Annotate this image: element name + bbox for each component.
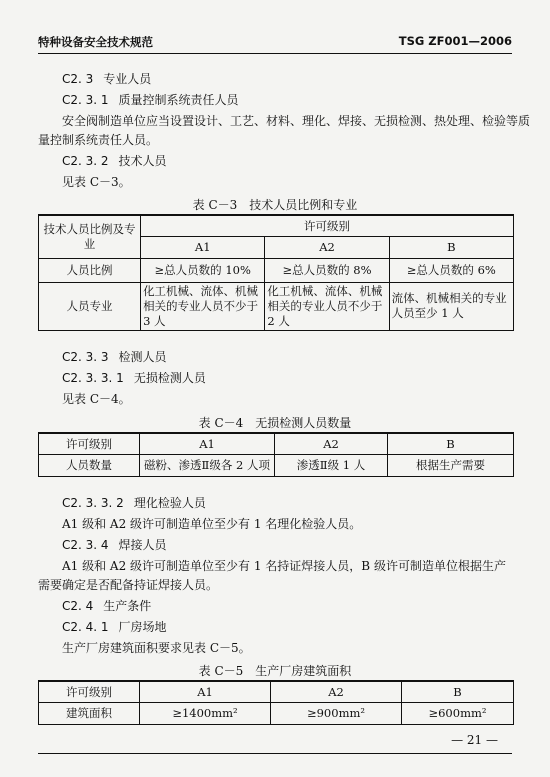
table-header-cell: 许可级别 [39, 681, 140, 702]
table-header-cell: A1 [140, 681, 271, 702]
section-number: C2. 3. 3. 1 [62, 371, 124, 385]
paragraph: 见表 C－3。 [62, 175, 131, 189]
table-c3-caption: 表 C－3 技术人员比例和专业 [192, 198, 358, 212]
paragraph-line: A1 级和 A2 级许可制造单位至少有 1 名持证焊接人员，B 级许可制造单位根据生产 [62, 559, 506, 573]
section-title: 理化检验人员 [133, 496, 206, 510]
table-cell: 渗透Ⅱ级 1 人 [275, 454, 388, 476]
page-number: — 21 — [451, 733, 498, 747]
table-row [39, 454, 514, 476]
row-label: 人员比例 [39, 258, 141, 282]
section-c2-3 [62, 70, 151, 87]
paragraph: A1 级和 A2 级许可制造单位至少有 1 名理化检验人员。 [62, 517, 362, 531]
section-c2-4-1 [62, 618, 167, 635]
section-c2-3-3-2 [62, 494, 206, 511]
section-c2-4 [62, 597, 151, 614]
table-c3-level: A1 [141, 236, 265, 258]
header-title: 特种设备安全技术规范 [38, 35, 153, 49]
section-c2-3-3-1 [62, 369, 206, 386]
row-label: 人员专业 [39, 282, 141, 330]
section-number: C2. 3. 4 [62, 538, 109, 552]
header-standard-code: TSG ZF001—2006 [398, 34, 512, 48]
table-c3-corner-header: 技术人员比例及专业 [39, 215, 141, 258]
section-c2-3-1 [62, 91, 239, 108]
table-row [39, 258, 514, 282]
section-number: C2. 4 [62, 599, 94, 613]
paragraph-line: 需要确定是否配备持证焊接人员。 [38, 578, 219, 592]
table-row [39, 282, 514, 330]
section-number: C2. 3. 2 [62, 154, 109, 168]
table-header-cell: A1 [140, 433, 275, 454]
table-c5 [38, 680, 514, 725]
section-c2-3-2 [62, 152, 167, 169]
table-c3-level: B [389, 236, 513, 258]
table-c3 [38, 214, 514, 331]
table-cell: 根据生产需要 [388, 454, 514, 476]
row-label: 建筑面积 [39, 702, 140, 724]
table-cell: ≥600mm² [402, 702, 514, 724]
table-c3-level: A2 [265, 236, 389, 258]
section-title: 厂房场地 [118, 620, 167, 634]
section-c2-3-4 [62, 536, 167, 553]
section-number: C2. 3. 3. 2 [62, 496, 124, 510]
table-cell: ≥900mm² [271, 702, 402, 724]
section-title: 技术人员 [118, 154, 167, 168]
row-label: 人员数量 [39, 454, 140, 476]
table-cell: ≥总人员数的 8% [265, 258, 389, 282]
paragraph: 生产厂房建筑面积要求见表 C－5。 [62, 641, 251, 655]
table-cell: ≥总人员数的 6% [389, 258, 513, 282]
table-c4-caption: 表 C－4 无损检测人员数量 [198, 416, 352, 430]
section-c2-3-3 [62, 348, 167, 365]
table-cell: ≥总人员数的 10% [141, 258, 265, 282]
section-number: C2. 4. 1 [62, 620, 109, 634]
paragraph-line: 安全阀制造单位应当设置设计、工艺、材料、理化、焊接、无损检测、热处理、检验等质 [62, 114, 531, 128]
table-cell: 磁粉、渗透Ⅱ级各 2 人项 [140, 454, 275, 476]
table-cell: 化工机械、流体、机械相关的专业人员不少于 3 人 [141, 282, 265, 330]
header-rule [38, 53, 512, 54]
section-title: 焊接人员 [118, 538, 167, 552]
table-header-cell: B [388, 433, 514, 454]
table-header-cell: 许可级别 [39, 433, 140, 454]
section-title: 无损检测人员 [133, 371, 206, 385]
table-cell: ≥1400mm² [140, 702, 271, 724]
paragraph-line: 量控制系统责任人员。 [38, 133, 159, 147]
paragraph: 见表 C－4。 [62, 392, 131, 406]
table-header-cell: A2 [271, 681, 402, 702]
section-title: 检测人员 [118, 350, 167, 364]
section-number: C2. 3. 3 [62, 350, 109, 364]
table-cell: 化工机械、流体、机械相关的专业人员不少于 2 人 [265, 282, 389, 330]
section-title: 专业人员 [103, 72, 152, 86]
table-c4 [38, 432, 514, 477]
section-number: C2. 3. 1 [62, 93, 109, 107]
table-header-cell: A2 [275, 433, 388, 454]
section-number: C2. 3 [62, 72, 94, 86]
table-cell: 流体、机械相关的专业人员至少 1 人 [389, 282, 513, 330]
section-title: 生产条件 [103, 599, 152, 613]
footer-rule [38, 753, 512, 754]
table-c3-group-header: 许可级别 [141, 215, 514, 236]
table-c5-caption: 表 C－5 生产厂房建筑面积 [198, 664, 352, 678]
table-header-cell: B [402, 681, 514, 702]
section-title: 质量控制系统责任人员 [118, 93, 239, 107]
table-row [39, 702, 514, 724]
